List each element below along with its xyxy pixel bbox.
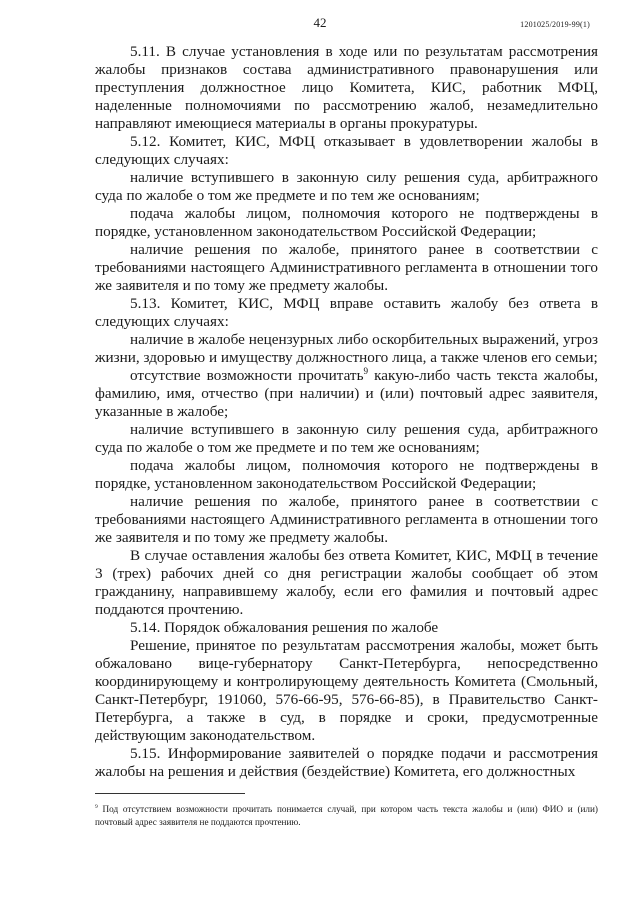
paragraph-appeal: Решение, принятое по результатам рассмотрения жалобы, может быть обжаловано вице-губернатору Санкт-Петербурга, непосредственно координирующему и контролирующему деятельность Комитета (Смольный, Санкт-Петербург, 191060, 576-66-95, 576-66-85), в Правительство Санкт-Петербурга, а также в суд, в порядке и сроки, предусмотренные действующим законодательством.	[95, 637, 598, 744]
paragraph-5-15: 5.15. Информирование заявителей о порядке подачи и рассмотрения жалобы на решения и действия (бездействие) Комитета, его должностных	[95, 745, 598, 780]
footnote	[95, 803, 598, 828]
footnote-divider	[95, 793, 245, 794]
paragraph-5-14: 5.14. Порядок обжалования решения по жалобе	[130, 619, 439, 636]
text-after-footnote: какую-либо часть текста жалобы, фамилию, имя, отчество (при наличии) и (или) почтовый адрес заявителя, указанные в жалобе;	[95, 367, 598, 420]
paragraph-5-13: 5.13. Комитет, КИС, МФЦ вправе оставить жалобу без ответа в следующих случаях:	[95, 295, 598, 330]
footnote-marker: 9	[95, 803, 98, 810]
text-before-footnote: отсутствие возможности прочитать	[130, 367, 364, 384]
document-code: 1201025/2019-99(1)	[520, 20, 590, 29]
list-item: наличие вступившего в законную силу решения суда, арбитражного суда по жалобе о том же предмете и по тем же основаниям;	[95, 421, 598, 456]
footnote-text: Под отсутствием возможности прочитать понимается случай, при котором часть текста жалобы и (или) ФИО и (или) почтовый адрес заявителя не поддаются прочтению.	[95, 804, 598, 827]
list-item: подача жалобы лицом, полномочия которого не подтверждены в порядке, установленном законодательством Российской Федерации;	[95, 457, 598, 492]
list-item: наличие решения по жалобе, принятого ранее в соответствии с требованиями настоящего Административного регламента в отношении того же заявителя и по тому же предмету жалобы.	[95, 493, 598, 546]
document-body	[95, 43, 598, 781]
paragraph-5-12: 5.12. Комитет, КИС, МФЦ отказывает в удовлетворении жалобы в следующих случаях:	[95, 133, 598, 168]
footnote-reference[interactable]: 9	[363, 365, 369, 376]
list-item: подача жалобы лицом, полномочия которого не подтверждены в порядке, установленном законодательством Российской Федерации;	[95, 205, 598, 240]
list-item: наличие решения по жалобе, принятого ранее в соответствии с требованиями настоящего Административного регламента в отношении того же заявителя и по тому же предмету жалобы.	[95, 241, 598, 294]
page-number: 42	[313, 15, 327, 30]
paragraph-no-answer: В случае оставления жалобы без ответа Комитет, КИС, МФЦ в течение 3 (трех) рабочих дней со дня регистрации жалобы сообщает об этом гражданину, направившему жалобу, если его фамилия и почтовый адрес поддаются прочтению.	[95, 547, 598, 618]
list-item: наличие вступившего в законную силу решения суда, арбитражного суда по жалобе о том же предмете и по тем же основаниям;	[95, 169, 598, 204]
paragraph-5-11: 5.11. В случае установления в ходе или по результатам рассмотрения жалобы признаков состава административного правонарушения или преступления должностное лицо Комитета, КИС, работник МФЦ, наделенные полномочиями по рассмотрению жалоб, незамедлительно направляют имеющиеся материалы в органы прокуратуры.	[95, 43, 598, 132]
list-item: наличие в жалобе нецензурных либо оскорбительных выражений, угроз жизни, здоровью и имуществу должностного лица, а также членов его семьи;	[95, 331, 598, 366]
list-item-footnoted	[95, 367, 598, 421]
